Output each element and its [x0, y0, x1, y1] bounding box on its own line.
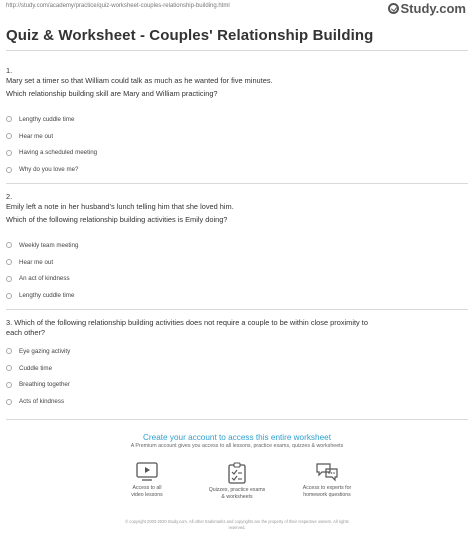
section-divider: [6, 419, 468, 420]
copyright-line1: © copyright 2003-2020 Study.com. All other trademarks and copyrights are the property of their respective owners. All rights: [125, 519, 349, 524]
feature-experts: [282, 462, 372, 499]
question-text: Mary set a timer so that William could talk as much as he wanted for five minutes.: [6, 76, 273, 85]
question-3: [6, 318, 471, 338]
option-label: Weekly team meeting: [19, 241, 79, 249]
question-prompt: Which relationship building skill are Mary and William practicing?: [6, 89, 218, 98]
radio-icon[interactable]: [6, 133, 12, 139]
option-label: Having a scheduled meeting: [19, 149, 98, 157]
video-lesson-icon: [136, 462, 158, 482]
copyright-footer: [0, 519, 474, 531]
option-label: Lengthy cuddle time: [19, 292, 75, 300]
option-label: Why do you love me?: [19, 166, 79, 174]
answer-option[interactable]: [6, 271, 306, 288]
radio-icon[interactable]: [6, 348, 12, 354]
question-2: [6, 192, 471, 225]
answer-option[interactable]: [6, 237, 306, 254]
page-url: http://study.com/academy/practice/quiz-worksheet-couples-relationship-building.html: [6, 3, 230, 9]
option-label: Lengthy cuddle time: [19, 115, 75, 123]
feature-quizzes: [192, 462, 282, 501]
expert-chat-icon: [315, 462, 339, 482]
radio-icon[interactable]: [6, 259, 12, 265]
copyright-line2: reserved.: [228, 525, 246, 530]
cta-subtitle: A Premium account gives you access to all lessons, practice exams, quizzes & worksheets: [130, 443, 344, 449]
feature-label-line1: Access to experts for: [302, 485, 352, 491]
option-label: Hear me out: [19, 258, 54, 266]
answer-option[interactable]: [6, 393, 306, 410]
feature-label-line2: homework questions: [303, 492, 351, 498]
answer-option[interactable]: [6, 145, 306, 162]
radio-icon[interactable]: [6, 293, 12, 299]
radio-icon[interactable]: [6, 399, 12, 405]
option-label: Breathing together: [19, 381, 70, 389]
answer-option[interactable]: [6, 287, 306, 304]
question-text: 3. Which of the following relationship building activities does not require a couple to be within close proximity to: [6, 318, 368, 327]
question-2-options: [6, 237, 306, 304]
answer-option[interactable]: [6, 343, 306, 360]
question-number: 2.: [6, 192, 13, 201]
logo-text: Study.com: [400, 1, 466, 16]
answer-option[interactable]: [6, 360, 306, 377]
quiz-clipboard-icon: [227, 462, 247, 484]
feature-label-line2: video lessons: [131, 492, 163, 498]
cta-title[interactable]: Create your account to access this entire worksheet: [143, 433, 331, 442]
top-bar: [0, 0, 474, 16]
radio-icon[interactable]: [6, 276, 12, 282]
answer-option[interactable]: [6, 161, 306, 178]
question-text-continued: each other?: [6, 328, 46, 337]
option-label: Eye gazing activity: [19, 347, 71, 355]
feature-label-line1: Quizzes, practice exams: [208, 487, 266, 493]
answer-option[interactable]: [6, 377, 306, 394]
radio-icon[interactable]: [6, 242, 12, 248]
option-label: An act of kindness: [19, 275, 70, 283]
page-title: Quiz & Worksheet - Couples' Relationship Building: [6, 27, 374, 44]
question-prompt: Which of the following relationship building activities is Emily doing?: [6, 215, 228, 224]
magnifier-check-icon: [388, 3, 399, 14]
radio-icon[interactable]: [6, 150, 12, 156]
question-text: Emily left a note in her husband's lunch telling him that she loved him.: [6, 202, 234, 211]
question-divider: [6, 309, 468, 310]
question-3-options: [6, 343, 306, 410]
option-label: Hear me out: [19, 132, 54, 140]
feature-label-line2: & worksheets: [221, 494, 253, 500]
option-label: Acts of kindness: [19, 398, 65, 406]
radio-icon[interactable]: [6, 365, 12, 371]
title-divider: [6, 50, 468, 51]
radio-icon[interactable]: [6, 167, 12, 173]
answer-option[interactable]: [6, 111, 306, 128]
study-logo[interactable]: [388, 1, 467, 16]
question-1-options: [6, 111, 306, 178]
premium-features: [0, 462, 474, 512]
radio-icon[interactable]: [6, 116, 12, 122]
option-label: Cuddle time: [19, 364, 53, 372]
question-number: 1.: [6, 66, 13, 75]
radio-icon[interactable]: [6, 382, 12, 388]
question-divider: [6, 183, 468, 184]
feature-label-line1: Access to all: [132, 485, 162, 491]
feature-video-lessons: [102, 462, 192, 499]
question-1: [6, 66, 471, 99]
answer-option[interactable]: [6, 254, 306, 271]
answer-option[interactable]: [6, 128, 306, 145]
